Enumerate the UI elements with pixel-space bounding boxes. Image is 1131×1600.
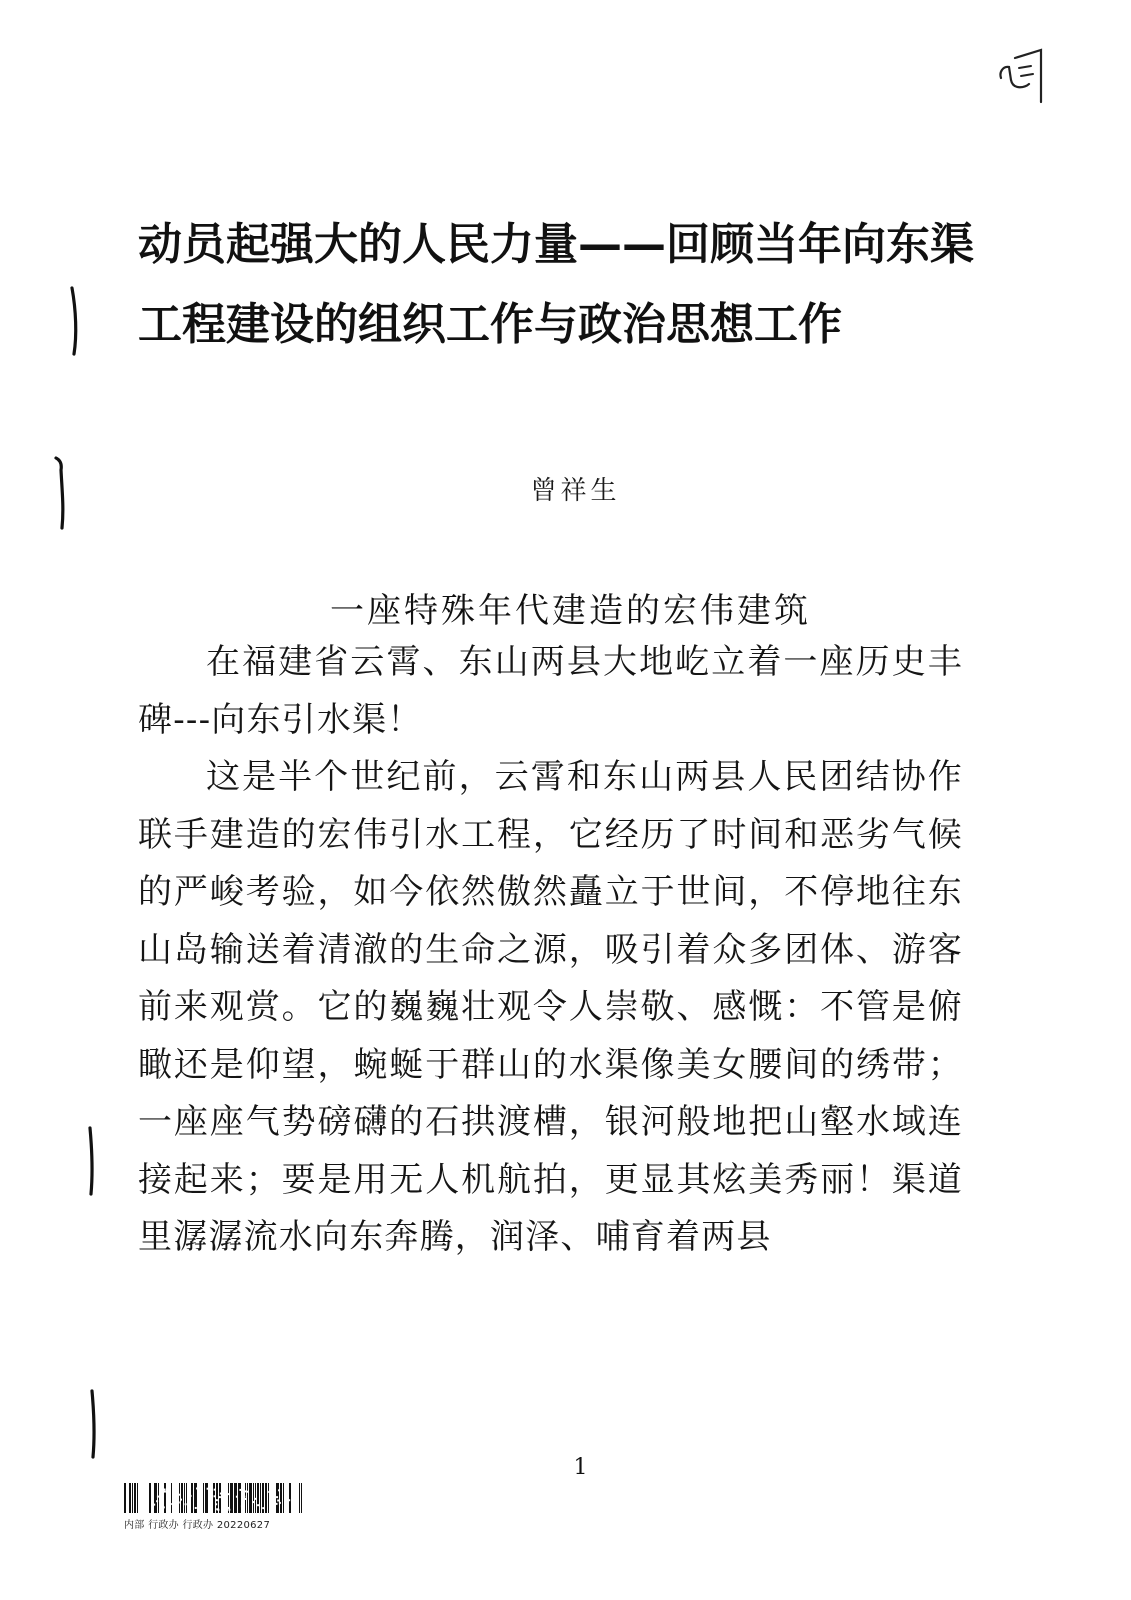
barcode-caption: 内部 行政办 行政办 20220627 [124, 1520, 271, 1531]
punch-hole-mark-icon [80, 1385, 110, 1465]
paragraph: 在福建省云霄、东山两县大地屹立着一座历史丰碑---向东引水渠！ [138, 642, 963, 740]
author-name: 曾祥生 [530, 476, 621, 506]
punch-hole-mark-icon [78, 1120, 108, 1200]
punch-hole-mark-icon [48, 450, 78, 535]
handwritten-mark-icon [995, 40, 1055, 105]
body-text [138, 634, 963, 1267]
barcode-icon [122, 1483, 312, 1513]
section-heading: 一座特殊年代建造的宏伟建筑 [330, 591, 811, 631]
document-title: 动员起强大的人民力量——回顾当年向东渠工程建设的组织工作与政治思想工作 [138, 219, 974, 350]
paragraph: 这是半个世纪前，云霄和东山两县人民团结协作联手建造的宏伟引水工程，它经历了时间和恶劣气候的严峻考验，如今依然傲然矗立于世间，不停地往东山岛输送着清澈的生命之源，吸引着众多团体、游客前来观赏。它的巍巍壮观令人崇敬、感慨：不管是俯瞰还是仰望，蜿蜒于群山的水渠像美女腰间的绣带；一座座气势磅礴的石拱渡槽，银河般地把山壑水域连接起来；要是用无人机航拍，更显其炫美秀丽！渠道里潺潺流水向东奔腾，润泽、哺育着两县 [138, 757, 963, 1257]
punch-hole-mark-icon [60, 280, 90, 360]
page-number: 1 [573, 1455, 588, 1480]
